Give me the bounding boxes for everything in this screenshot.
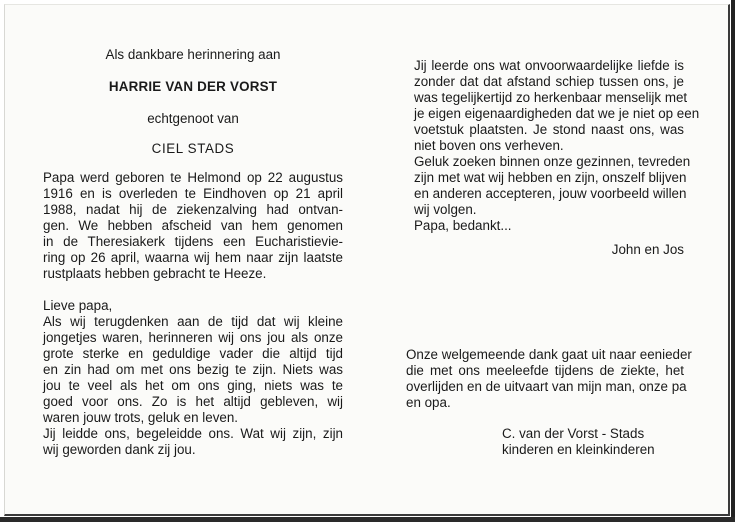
tribute-line: je eigen eigenaardigheden dat we je niet op een xyxy=(414,106,700,121)
signature-sons: John en Jos xyxy=(611,242,684,257)
tribute-line: Jij leerde ons wat onvoorwaardelijke liefde is xyxy=(414,58,684,73)
letter-line: Als wij terugdenken aan de tijd dat wij kleine xyxy=(43,314,343,329)
tribute-line: zijn met wat wij hebben en zijn, onszelf blijven xyxy=(414,170,687,185)
thanks-line: die met ons meeleefde tijdens de ziekte, het xyxy=(406,363,684,378)
scan-edge-right xyxy=(731,0,735,522)
bio-line: 1916 en is overleden te Eindhoven op 21 april xyxy=(43,186,343,201)
bio-line: Papa werd geboren te Helmond op 22 augustus xyxy=(43,170,343,185)
spouse-name: CIEL STADS xyxy=(151,141,235,156)
letter-greeting: Lieve papa, xyxy=(43,298,113,313)
tribute-paragraph xyxy=(414,58,700,234)
tribute-line: was tegelijkertijd zo herkenbaar menselijk met xyxy=(414,90,688,105)
tribute-line: wij volgen. xyxy=(414,202,477,217)
tribute-line: niet boven ons verheven. xyxy=(414,138,564,153)
biography-paragraph xyxy=(43,170,343,282)
tribute-line: Geluk zoeken binnen onze gezinnen, tevreden xyxy=(414,154,691,169)
letter-paragraph xyxy=(43,298,343,458)
tribute-line: zonder dat dat afstand schiep tussen ons, je xyxy=(414,74,684,89)
bio-line: gen. We hebben afscheid van hem genomen xyxy=(43,218,343,233)
letter-line: jongetjes waren, herinneren wij ons jou als onze xyxy=(43,330,343,345)
bio-line: in de Theresiakerk tijdens een Eucharistievie- xyxy=(43,234,343,249)
bio-line: rustplaats hebben gebracht te Heeze. xyxy=(43,266,267,281)
tribute-line: en anderen accepteren, jouw voorbeeld willen xyxy=(414,186,687,201)
tribute-line: voetstuk plaatsten. Je stond naast ons, was xyxy=(414,122,684,137)
letter-line: grote sterke en geduldige vader die altijd tijd xyxy=(43,346,343,361)
tribute-closing: Papa, bedankt... xyxy=(414,218,512,233)
bio-line: 1988, nadat hij de ziekenzalving had ontvan- xyxy=(43,202,343,217)
letter-line: wij geworden dank zij jou. xyxy=(43,442,196,457)
thanks-line: Onze welgemeende dank gaat uit naar eenieder xyxy=(406,347,692,362)
signature-family xyxy=(502,426,655,458)
letter-line: Jij leidde ons, begeleidde ons. Wat wij zijn, zijn xyxy=(43,426,343,441)
thanks-line: en opa. xyxy=(406,395,451,410)
intro-text: Als dankbare herinnering aan xyxy=(105,47,281,62)
thanks-paragraph xyxy=(406,347,692,411)
letter-line: en zin had om met ons bezig te zijn. Niets was xyxy=(43,362,343,377)
thanks-line: overlijden en de uitvaart van mijn man, onze pa xyxy=(406,379,687,394)
deceased-name: HARRIE VAN DER VORST xyxy=(108,79,278,94)
letter-line: waren jouw trots, geluk en leven. xyxy=(43,410,239,425)
scan-edge-bottom xyxy=(0,517,735,522)
spouse-label: echtgenoot van xyxy=(147,111,239,126)
letter-line: goed voor ons. Zo is het altijd gebleven, wij xyxy=(43,394,343,409)
signature-family-relatives: kinderen en kleinkinderen xyxy=(502,442,655,457)
signature-family-name: C. van der Vorst - Stads xyxy=(502,426,645,441)
letter-line: jou te veel als het om ons ging, niets was te xyxy=(43,378,343,393)
bio-line: ring op 26 april, waarna wij hem naar zijn laatste xyxy=(43,250,343,265)
